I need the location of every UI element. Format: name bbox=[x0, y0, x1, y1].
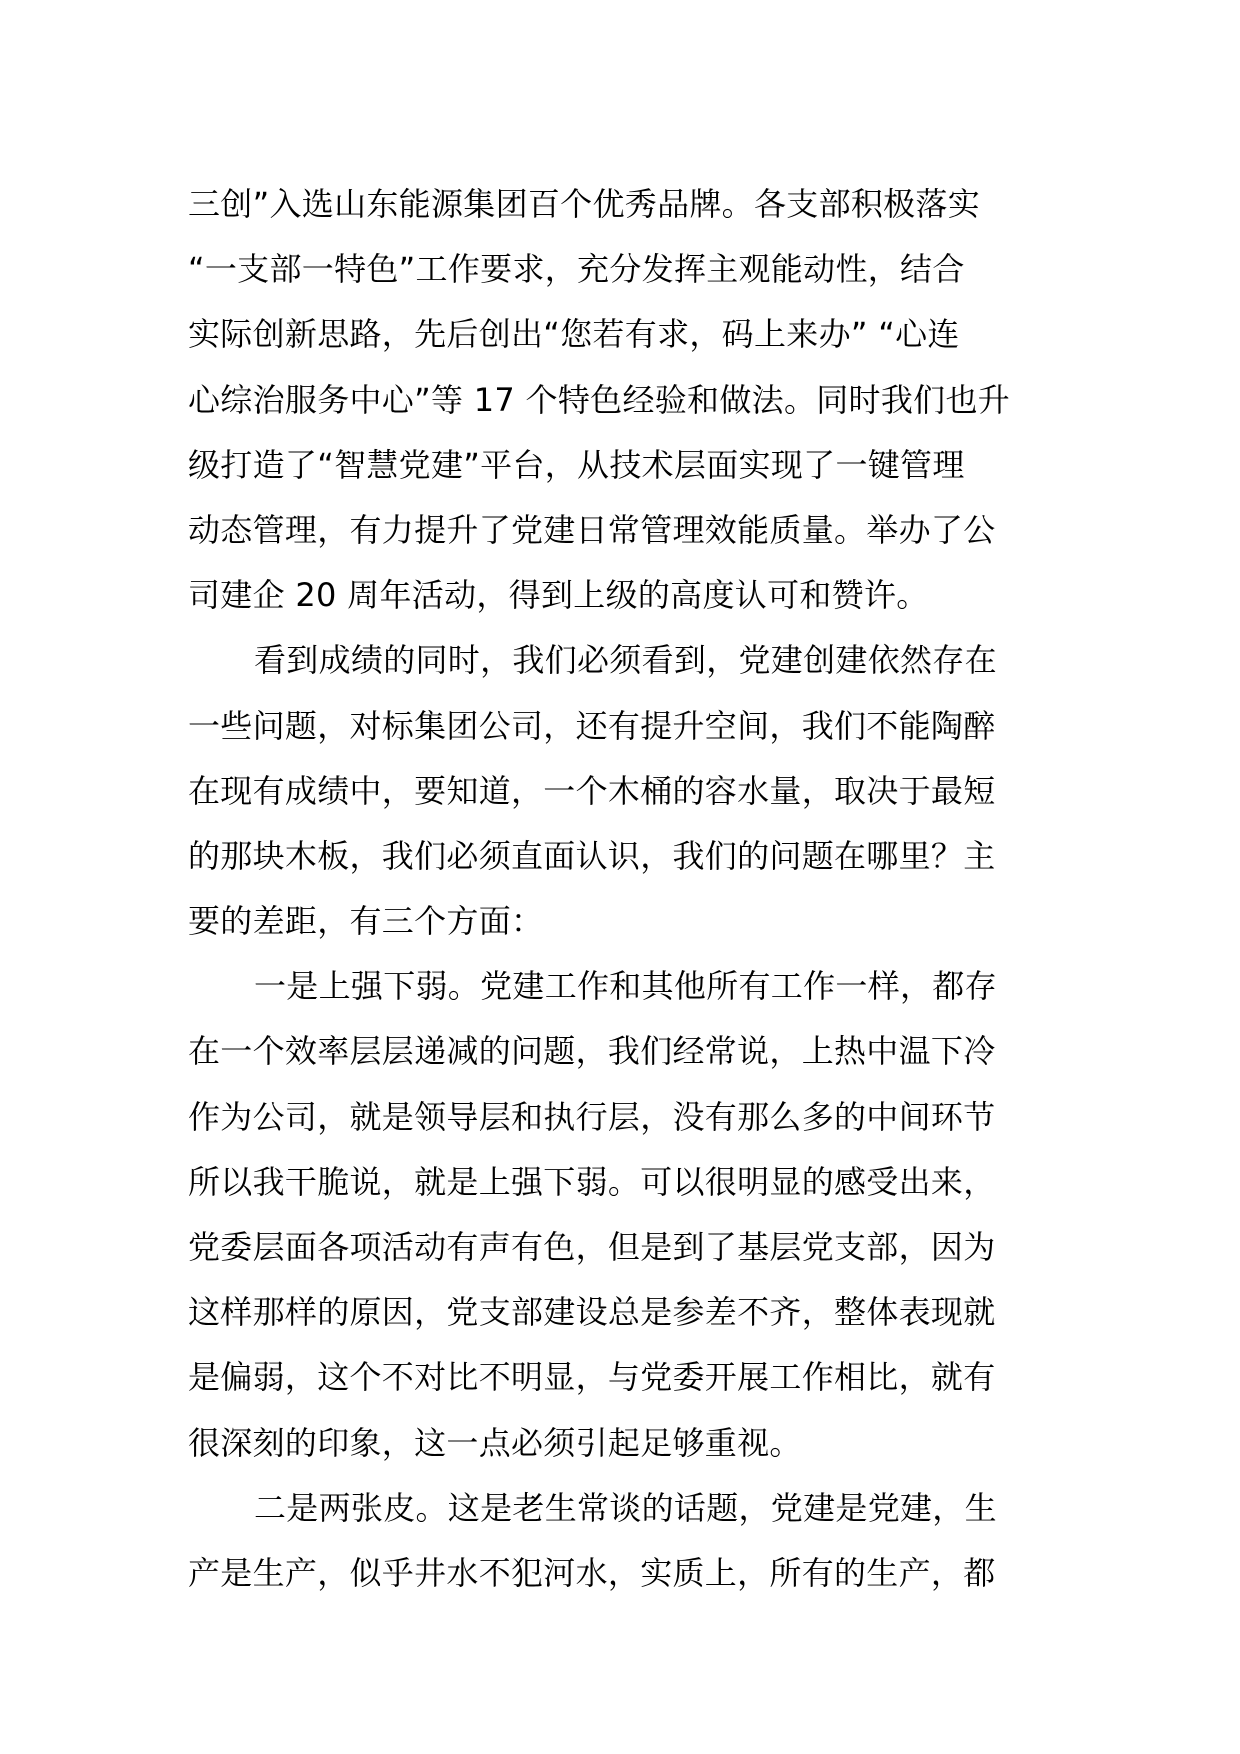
paragraph-first-line: 二是两张皮。这是老生常谈的话题，党建是党建，生 bbox=[254, 1488, 997, 1527]
body-text bbox=[188, 172, 1068, 1606]
text-line: 所以我干脆说，就是上强下弱。可以很明显的感受出来， bbox=[188, 1162, 996, 1201]
text-line: 实际创新思路，先后创出“您若有求，码上来办” “心连 bbox=[188, 315, 960, 354]
text-line: 三创”入选山东能源集团百个优秀品牌。各支部积极落实 bbox=[188, 185, 981, 223]
text-line: 很深刻的印象，这一点必须引起足够重视。 bbox=[188, 1423, 802, 1462]
text-line: 心综治服务中心”等 17 个特色经验和做法。同时我们也升 bbox=[188, 380, 1011, 419]
text-line: 要的差距，有三个方面： bbox=[188, 902, 544, 941]
text-line: 产是生产，似乎井水不犯河水，实质上，所有的生产，都 bbox=[188, 1553, 996, 1592]
text-line: 作为公司，就是领导层和执行层，没有那么多的中间环节 bbox=[188, 1097, 996, 1136]
text-line: “一支部一特色”工作要求，充分发挥主观能动性，结合 bbox=[188, 250, 965, 289]
text-line: 是偏弱，这个不对比不明显，与党委开展工作相比，就有 bbox=[188, 1358, 996, 1397]
text-line: 一些问题，对标集团公司，还有提升空间，我们不能陶醉 bbox=[188, 706, 996, 745]
paragraph-first-line: 一是上强下弱。党建工作和其他所有工作一样，都存 bbox=[254, 967, 997, 1006]
text-line: 级打造了“智慧党建”平台，从技术层面实现了一键管理 bbox=[188, 445, 965, 484]
text-line: 这样那样的原因，党支部建设总是参差不齐，整体表现就 bbox=[188, 1293, 996, 1332]
text-line: 司建企 20 周年活动，得到上级的高度认可和赞许。 bbox=[188, 576, 929, 615]
text-line: 党委层面各项活动有声有色，但是到了基层党支部，因为 bbox=[188, 1228, 996, 1266]
text-line: 在一个效率层层递减的问题，我们经常说，上热中温下冷 bbox=[188, 1032, 996, 1071]
text-line: 在现有成绩中，要知道，一个木桶的容水量，取决于最短 bbox=[188, 771, 996, 810]
text-line: 的那块木板，我们必须直面认识，我们的问题在哪里？主 bbox=[188, 836, 996, 875]
paragraph-first-line: 看到成绩的同时，我们必须看到，党建创建依然存在 bbox=[254, 641, 997, 680]
text-line: 动态管理，有力提升了党建日常管理效能质量。举办了公 bbox=[188, 510, 996, 549]
